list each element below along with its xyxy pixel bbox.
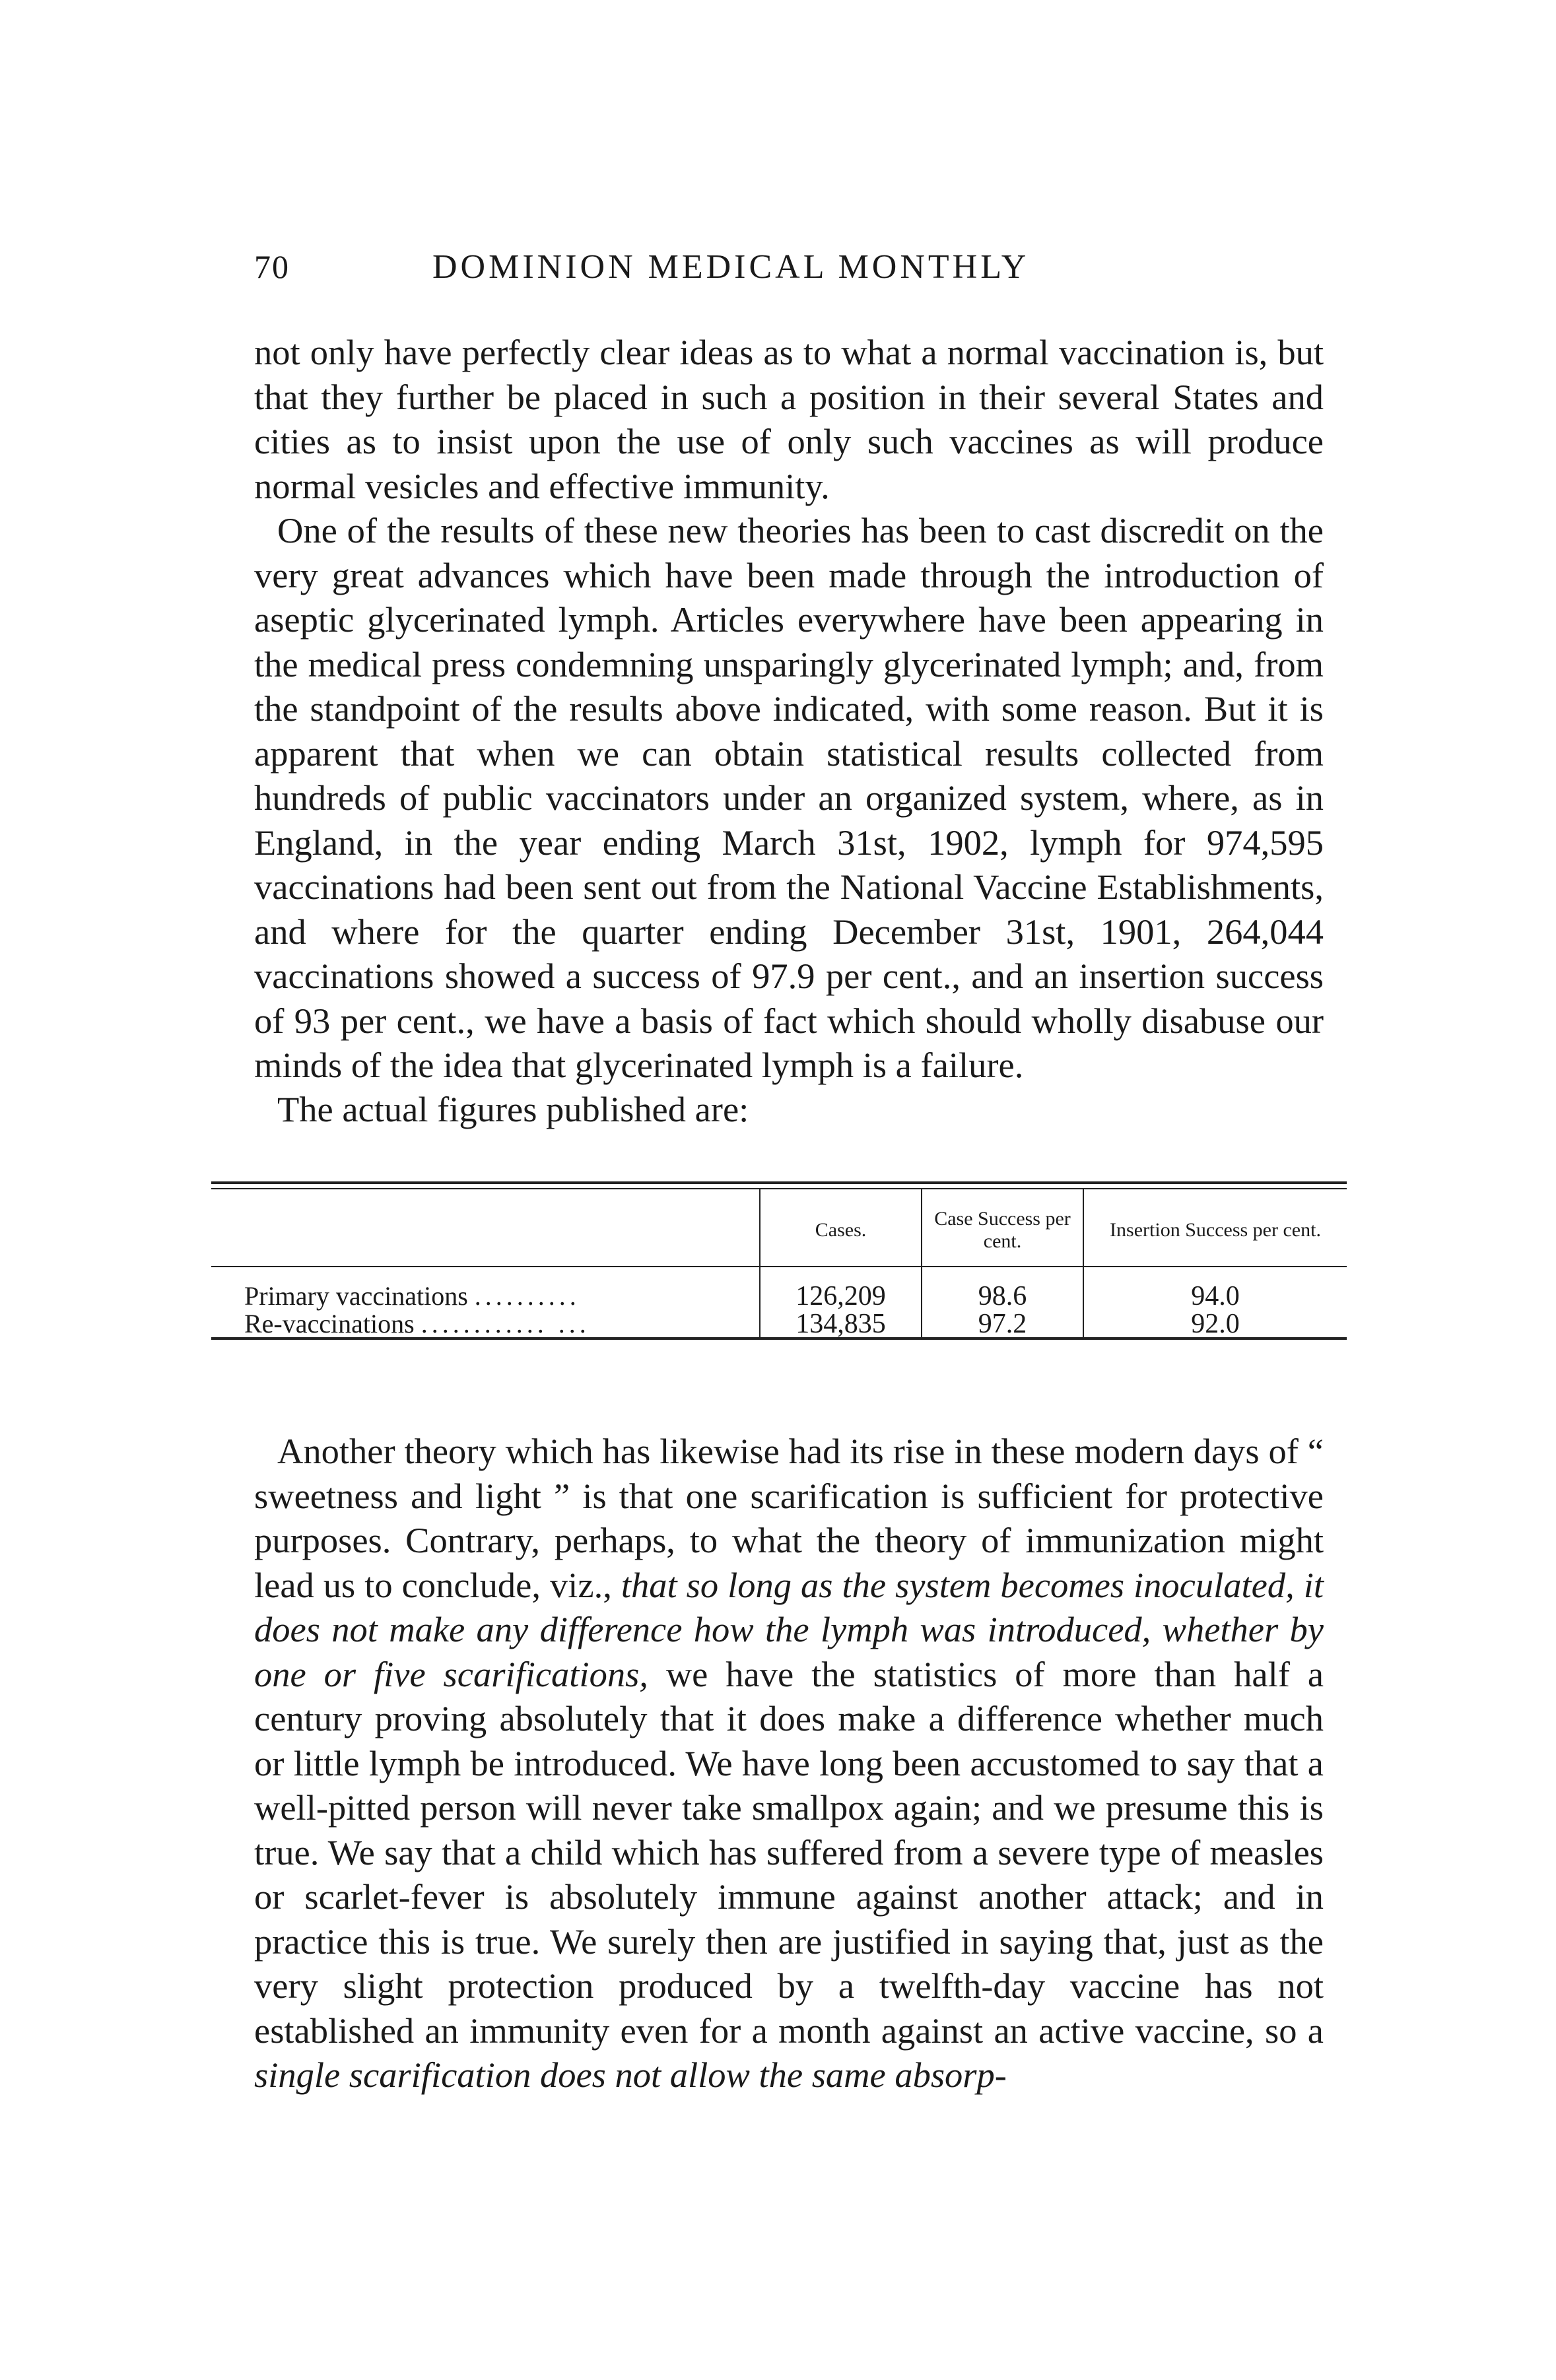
page-header — [254, 248, 1324, 300]
table-row-label — [244, 1280, 746, 1311]
scarification-text-a: Another theory which has likewise had its rise in these modern days of “ sweetness and light ” is that one scarification is sufficient for protective purposes. Contrary, perhaps, to what the theory of immunization might lead us to conclude, viz., — [254, 1431, 1324, 1605]
leader-dots: .......... — [474, 1281, 580, 1311]
table-intro-text: The actual figures published are: — [277, 1089, 749, 1129]
table-row-label — [244, 1308, 746, 1339]
paragraph-table-intro — [254, 1087, 1324, 1132]
row-label-text: Primary vaccinations — [244, 1281, 468, 1311]
scarification-italic: that so long as the system becomes inoculated, it does not make any difference how the lymph was introduced, whether by one or five scarifications, — [254, 1564, 1324, 1694]
page-number: 70 — [254, 248, 290, 285]
paragraph-glycerinated-lymph — [254, 508, 1324, 1088]
scarification-italic-end: single scarification does not allow the same absorp- — [254, 2055, 1007, 2095]
vaccination-statistics-table — [211, 1181, 1347, 1340]
table-rule-header — [211, 1266, 1347, 1267]
leader-dots: ............ ... — [421, 1309, 590, 1339]
table-cell-insertion-success: 92.0 — [1191, 1309, 1240, 1339]
table-cell-cases: 126,209 — [795, 1281, 886, 1311]
table-rule-top-thin — [211, 1188, 1347, 1189]
table-header-cases: Cases. — [815, 1219, 867, 1241]
running-head: DOMINION MEDICAL MONTHLY — [432, 248, 1030, 286]
paragraph-continuation: not only have perfectly clear ideas as to what a normal vaccination is, but that they further be placed in such a position in their several States and cities as to insist upon the use of only such vaccines as will produce normal vesicles and effective immunity. — [254, 332, 1324, 506]
table-cell-cases: 134,835 — [795, 1309, 886, 1339]
table-header-case-success: Case Success per cent. — [934, 1208, 1071, 1252]
paragraph-scarification — [254, 1429, 1324, 2098]
table-cell-case-success: 97.2 — [978, 1309, 1027, 1339]
table-rule-top — [211, 1181, 1347, 1184]
table-cell-insertion-success: 94.0 — [1191, 1281, 1240, 1311]
table-cell-case-success: 98.6 — [978, 1281, 1027, 1311]
paragraph-glycerinated-lymph-text: One of the results of these new theories has been to cast discredit on the very great advances which have been made through the introduction of aseptic glycerinated lymph. Articles everywhere have been appearing in the medical press condemning unsparingly glycerinated lymph; and, from the standpoint of the results above indicated, with some reason. But it is apparent that when we can obtain statistical results collected from hundreds of public vaccinators under an organized system, where, as in England, in the year ending March 31st, 1902, lymph for 974,595 vaccinations had been sent out from the National Vaccine Establishments, and where for the quarter ending December 31st, 1901, 264,044 vaccinations showed a success of 97.9 per cent., and an insertion success of 93 per cent., we have a basis of fact which should wholly disabuse our minds of the idea that glycerinated lymph is a failure. — [254, 510, 1324, 1085]
table-header-insertion-success: Insertion Success per cent. — [1110, 1219, 1321, 1241]
scarification-text-b: we have the statistics of more than half a century proving absolutely that it does make a difference whether much or little lymph be introduced. We have long been accustomed to say that a well-pitted person will never take smallpox again; and we presume this is true. We say that a child which has suffered from a severe type of measles or scarlet-fever is absolutely immune against another attack; and in practice this is true. We surely then are justified in saying that, just as the very slight protection produced by a twelfth-day vaccine has not established an immunity even for a month against an active vaccine, so a — [254, 1653, 1324, 2051]
row-label-text: Re-vaccinations — [244, 1309, 415, 1339]
